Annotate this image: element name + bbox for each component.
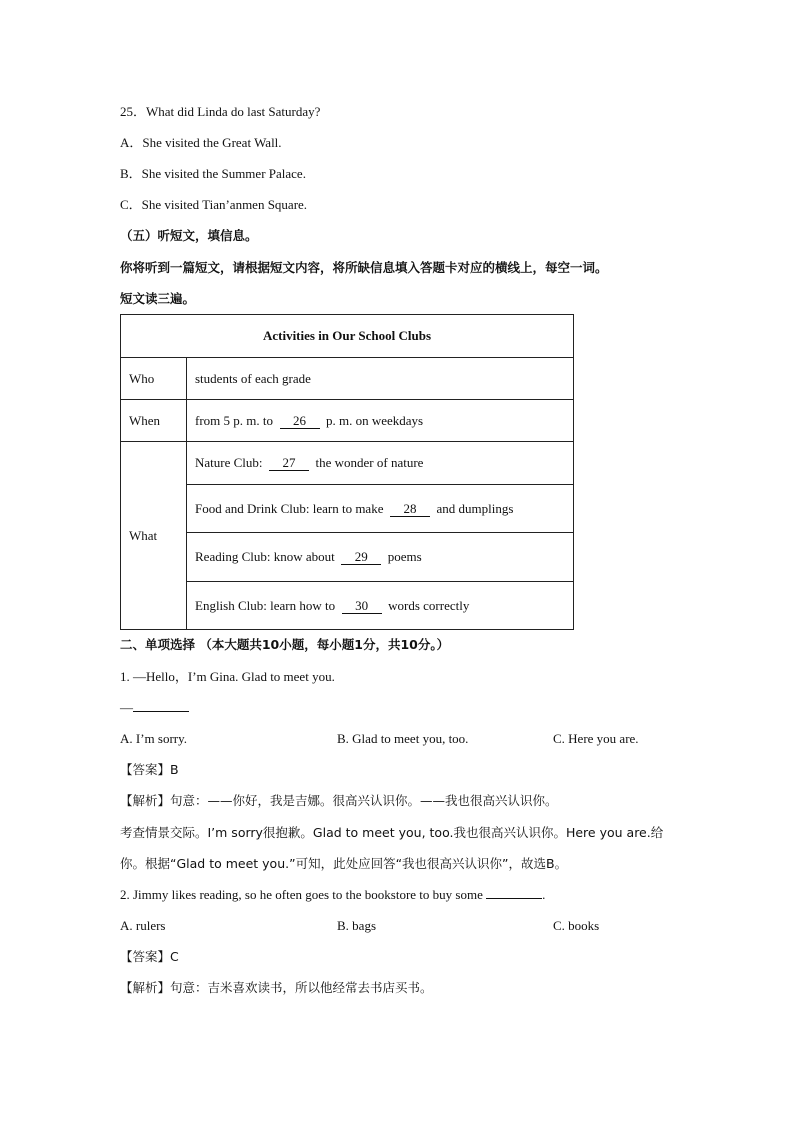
option-b: B．She visited the Summer Palace. xyxy=(120,166,306,181)
what-row-pre: Food and Drink Club: learn to make xyxy=(195,500,384,516)
what-row-pre: Nature Club: xyxy=(195,455,263,470)
what-row-pre: English Club: learn how to xyxy=(195,597,336,613)
when-post: p. m. on weekdays xyxy=(326,412,424,428)
part2-title: 二、单项选择 （本大题共10小题，每小题1分，共10分。） xyxy=(120,637,450,652)
when-value xyxy=(187,400,574,442)
q1-dash: — xyxy=(120,700,133,715)
blank-30[interactable]: 30 xyxy=(342,599,382,614)
q2-prompt xyxy=(120,886,545,904)
q1-analysis-line3: 你。根据“Glad to meet you.”可知，此处应回答“我也很高兴认识你”，故选B。 xyxy=(120,856,568,871)
q2-blank[interactable] xyxy=(486,886,542,899)
what-row xyxy=(187,533,574,582)
option-c: C．She visited Tian’anmen Square. xyxy=(120,197,308,212)
when-pre: from 5 p. m. to xyxy=(195,412,273,428)
section-repeat-note: 短文读三遍。 xyxy=(120,291,196,306)
who-value: students of each grade xyxy=(187,358,574,400)
q1-option-a: A. I’m sorry. xyxy=(120,731,188,746)
who-label: Who xyxy=(121,358,187,400)
q1-option-b: B. Glad to meet you, too. xyxy=(337,731,469,746)
what-row-post: poems xyxy=(387,549,422,564)
table-title: Activities in Our School Clubs xyxy=(121,315,574,358)
blank-26[interactable]: 26 xyxy=(280,414,320,429)
blank-28[interactable]: 28 xyxy=(390,502,430,517)
q2-option-b: B. bags xyxy=(337,918,376,933)
section-title: （五）听短文，填信息。 xyxy=(120,228,258,243)
q2-option-a: A. rulers xyxy=(120,918,166,933)
what-row-post: and dumplings xyxy=(436,500,514,516)
blank-29[interactable]: 29 xyxy=(341,550,381,565)
blank-27[interactable]: 27 xyxy=(269,456,309,471)
q1-blank[interactable] xyxy=(133,699,189,712)
what-row-post: the wonder of nature xyxy=(315,455,424,470)
what-row-pre: Reading Club: know about xyxy=(195,549,335,564)
q2-prompt-text: 2. Jimmy likes reading, so he often goes to the bookstore to buy some xyxy=(120,887,483,902)
q1-answer: 【答案】B xyxy=(120,762,179,777)
q2-answer: 【答案】C xyxy=(120,949,179,964)
question-25: 25．What did Linda do last Saturday? xyxy=(120,104,321,119)
option-a: A．She visited the Great Wall. xyxy=(120,135,282,150)
q2-analysis: 【解析】句意：吉米喜欢读书，所以他经常去书店买书。 xyxy=(120,980,433,995)
section-instruction: 你将听到一篇短文，请根据短文内容，将所缺信息填入答题卡对应的横线上，每空一词。 xyxy=(120,260,608,275)
what-row xyxy=(187,582,574,630)
what-row xyxy=(187,442,574,485)
what-label: What xyxy=(121,442,187,630)
q1-option-c: C. Here you are. xyxy=(553,731,639,746)
q2-option-c: C. books xyxy=(553,918,600,933)
clubs-table xyxy=(120,314,574,630)
q1-reply xyxy=(120,699,189,717)
q1-analysis-line2: 考查情景交际。I’m sorry很抱歉。Glad to meet you, too.我也很高兴认识你。Here you are.给 xyxy=(120,825,664,840)
what-row-post: words correctly xyxy=(388,597,470,613)
q2-period: . xyxy=(542,887,546,902)
what-row xyxy=(187,485,574,533)
when-label: When xyxy=(121,400,187,442)
q1-analysis-line1: 【解析】句意：——你好，我是吉娜。很高兴认识你。——我也很高兴认识你。 xyxy=(120,793,558,808)
q1-prompt: 1. —Hello，I’m Gina. Glad to meet you. xyxy=(120,669,335,684)
